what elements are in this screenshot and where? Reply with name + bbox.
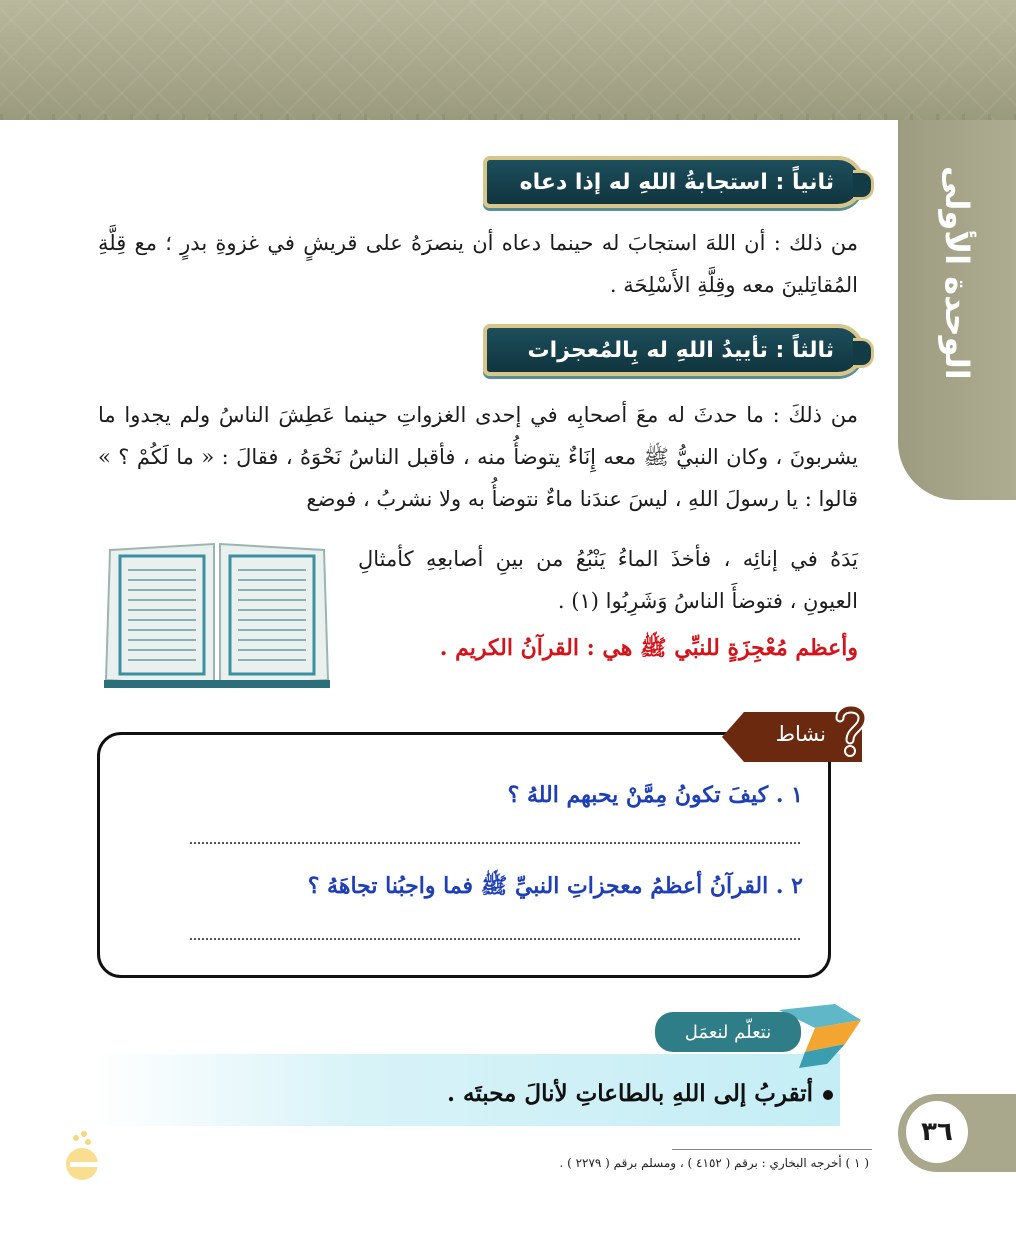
section2-paragraph: من ذلك : أن اللهَ استجابَ له حينما دعاه أن ينصرَهُ على قريشٍ في غزوةِ بدرٍ ؛ مع قِلَّةِ المُقاتِلينَ معه وقِلَّةِ الأَسْلِحَة . [98,231,858,297]
bullet-icon [823,1090,833,1100]
activity-box [97,732,831,978]
unit-title: الوحدة الأولى [938,166,976,380]
learn-statement [233,1080,833,1107]
page-number-tab [898,1094,1016,1172]
footnote-marker: (١) . [557,589,599,613]
footnote: ( ١ ) أخرجه البخاري : برقم ( ٤١٥٢ ) ، ومسلم برقم ( ٢٢٧٩ ) . [559,1156,869,1170]
footnote-divider [672,1149,872,1150]
section3-paragraph: من ذلكَ : ما حدثَ له معَ أصحابِه في إحدى الغزواتِ حينما عَطِشَ الناسُ ولم يجدوا ما يشربونَ ، وكان النبيُّ ﷺ معه إِنَاءٌ يتوضأُ منه ، فأقبل الناسُ نَحْوَهُ ، فقالَ : « ما لَكُمْ ؟ » قالوا : يا رسولَ اللهِ ، ليسَ عندَنا ماءٌ نتوضأُ به ولا نشربُ ، فوضع [98,403,858,511]
activity-question-2: ٢ . القرآنُ أعظمُ معجزاتِ النبيِّ ﷺ فما واجبُنا تجاهَهُ ؟ [307,873,803,899]
section3-paragraph-continued [358,538,858,622]
section3-heading [483,324,864,376]
activity-label: نشاط [775,722,826,746]
publisher-logo-icon [58,1128,106,1184]
unit-side-tab [898,120,1016,500]
learn-label: نتعلّم لنعمَل [655,1012,801,1052]
learn-banner [655,1000,865,1070]
activity-question-1: ١ . كيفَ تكونُ مِمَّنْ يحبهم اللهُ ؟ [507,782,803,808]
band-edge-pattern [0,114,1016,120]
section3-paragraph-continued-text: يَدَهُ في إنائِه ، فأخذَ الماءُ يَنْبُعُ من بينِ أصابعِهِ كأمثالِ العيونِ ، فتوضأَ الناسُ وَشَرِبُوا [358,547,858,613]
activity-tag [722,712,862,762]
section2-heading [483,156,864,208]
section3-heading-text: ثالثاً : تأييدُ اللهِ له بِالمُعجزات [527,337,834,363]
greatest-miracle-statement: وأعظم مُعْجِزَةٍ للنبِّي ﷺ هي : القرآنُ الكريم . [439,635,858,661]
answer-line-1[interactable] [190,842,800,844]
answer-line-2[interactable] [190,938,800,940]
section2-heading-text: ثانياً : استجابةُ اللهِ له إذا دعاه [519,169,834,195]
open-quran-image [104,540,330,690]
page-number: ٣٦ [910,1105,964,1159]
learn-statement-text: أتقربُ إلى اللهِ بالطاعاتِ لأنالَ محبتَه . [446,1080,813,1107]
top-decorative-band [0,0,1016,120]
